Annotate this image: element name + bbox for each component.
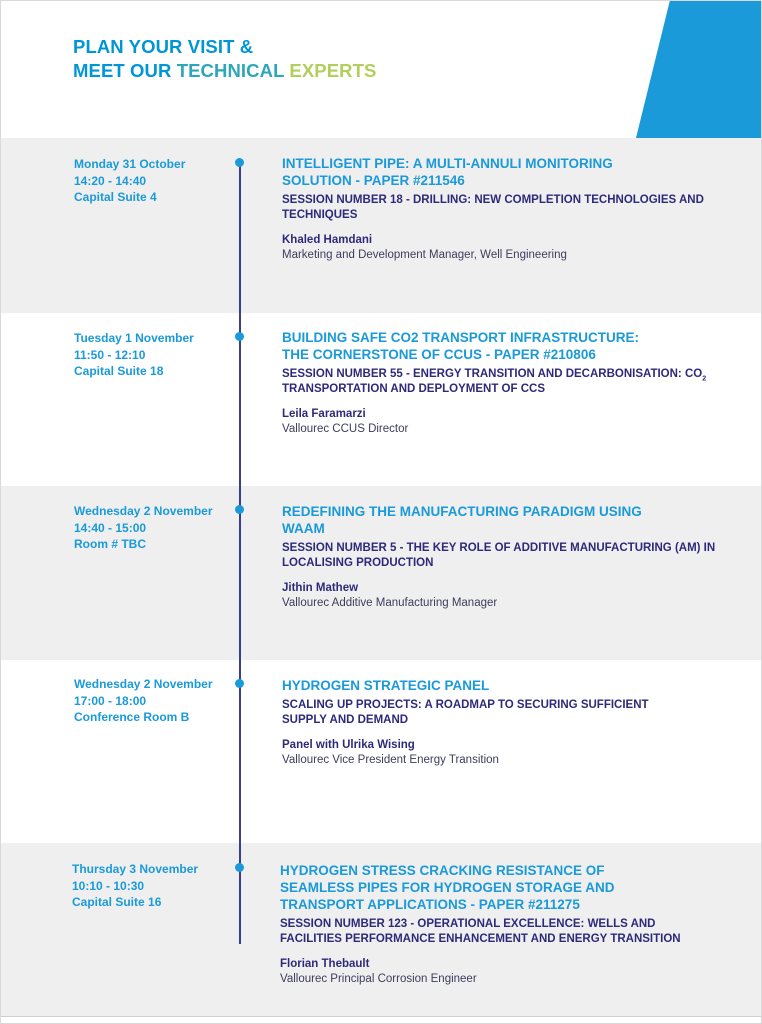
talk-title-line: WAAM: [282, 521, 325, 536]
talk-title-line: TRANSPORT APPLICATIONS - PAPER #211275: [280, 897, 580, 912]
talk-title-line: SEAMLESS PIPES FOR HYDROGEN STORAGE AND: [280, 880, 615, 895]
session-name: [282, 367, 722, 397]
talk-title: [282, 503, 722, 537]
event-meta: [74, 156, 234, 206]
event-content: [282, 503, 722, 611]
speaker-role: Vallourec Principal Corrosion Engineer: [280, 973, 477, 985]
speaker-name: Leila Faramarzi: [282, 408, 366, 420]
event-date: Wednesday 2 November: [74, 504, 213, 518]
event-date: Wednesday 2 November: [74, 677, 213, 691]
speaker-name: Jithin Mathew: [282, 582, 359, 594]
talk-title: [282, 155, 722, 189]
timeline-dot: [235, 863, 244, 872]
timeline-dot: [235, 679, 244, 688]
session-name: SESSION NUMBER 5 - THE KEY ROLE OF ADDITIVE MANUFACTURING (AM) IN LOCALISING PRODUCTION: [282, 542, 716, 569]
speaker-name: Florian Thebault: [280, 958, 370, 970]
speaker-role: Vallourec Vice President Energy Transition: [282, 754, 499, 766]
event-date: Monday 31 October: [74, 157, 186, 171]
event-time: 14:40 - 15:00: [74, 520, 147, 535]
talk-title-line: BUILDING SAFE CO2 TRANSPORT INFRASTRUCTURE:: [282, 330, 639, 345]
timeline-dot: [235, 332, 244, 341]
event-meta: [74, 330, 234, 380]
talk-title-line: THE CORNERSTONE OF CCUS - PAPER #210806: [282, 347, 596, 362]
event-content: [282, 677, 722, 768]
event-meta: [72, 861, 232, 911]
session-text: TRANSPORTATION AND DEPLOYMENT OF CCS: [282, 383, 546, 395]
title-line2-part3: EXPERTS: [289, 60, 377, 81]
event-content: [282, 155, 722, 263]
talk-title-line: REDEFINING THE MANUFACTURING PARADIGM USING: [282, 504, 642, 519]
talk-title: [280, 862, 720, 913]
talk-title: [282, 677, 722, 694]
corner-accent-shape: [632, 0, 762, 138]
talk-title-line: SOLUTION - PAPER #211546: [282, 173, 465, 188]
speaker-name: Khaled Hamdani: [282, 234, 373, 246]
event-meta: [74, 503, 234, 553]
event-content: [280, 862, 720, 987]
page-title: [73, 35, 376, 83]
timeline-line: [239, 162, 241, 944]
session-name: SESSION NUMBER 18 - DRILLING: NEW COMPLETION TECHNOLOGIES AND TECHNIQUES: [282, 194, 704, 221]
title-line1: PLAN YOUR VISIT &: [73, 36, 254, 57]
event-location: Capital Suite 18: [74, 364, 164, 378]
title-line2-part1: MEET OUR: [73, 60, 177, 81]
event-date: Tuesday 1 November: [74, 331, 194, 345]
event-date: Thursday 3 November: [72, 862, 199, 876]
session-name: SESSION NUMBER 123 - OPERATIONAL EXCELLENCE: WELLS AND FACILITIES PERFORMANCE ENHANCEMENT AND ENERGY TRANSITION: [280, 918, 681, 945]
talk-title-line: HYDROGEN STRESS CRACKING RESISTANCE OF: [280, 863, 605, 878]
event-location: Capital Suite 16: [72, 895, 162, 909]
speaker-name: Panel with Ulrika Wising: [282, 739, 415, 751]
title-line2-part2: TECHNICAL: [176, 60, 290, 81]
event-time: 10:10 - 10:30: [72, 878, 145, 893]
talk-title: [282, 329, 722, 363]
event-time: 11:50 - 12:10: [74, 347, 146, 362]
event-content: [282, 329, 722, 437]
session-text: SESSION NUMBER 55 - ENERGY TRANSITION AND DECARBONISATION: CO: [282, 368, 703, 380]
talk-title-line: HYDROGEN STRATEGIC PANEL: [282, 678, 490, 693]
bottom-divider: [1, 1016, 761, 1017]
session-subscript: 2: [702, 375, 707, 383]
speaker-role: Vallourec CCUS Director: [282, 423, 409, 435]
talk-title-line: INTELLIGENT PIPE: A MULTI-ANNULI MONITORING: [282, 156, 613, 171]
event-meta: [74, 676, 234, 726]
speaker-role: Marketing and Development Manager, Well Engineering: [282, 249, 567, 261]
speaker-role: Vallourec Additive Manufacturing Manager: [282, 597, 498, 609]
event-location: Conference Room B: [74, 710, 190, 724]
timeline-dot: [235, 505, 244, 514]
event-location: Capital Suite 4: [74, 190, 157, 204]
event-time: 17:00 - 18:00: [74, 693, 147, 708]
event-time: 14:20 - 14:40: [74, 173, 147, 188]
event-location: Room # TBC: [74, 537, 146, 551]
timeline-dot: [235, 158, 244, 167]
session-name: SCALING UP PROJECTS: A ROADMAP TO SECURING SUFFICIENT SUPPLY AND DEMAND: [282, 699, 649, 726]
